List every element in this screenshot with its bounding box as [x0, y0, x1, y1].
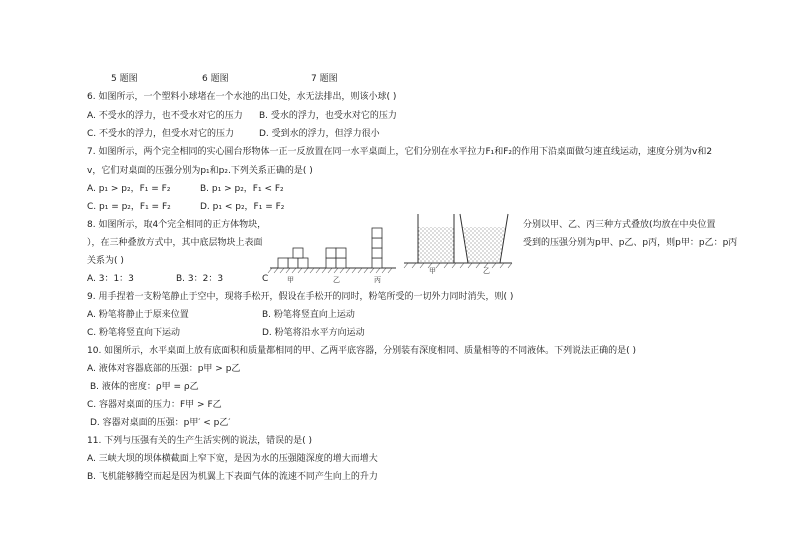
q11-stem: 11. 下列与压强有关的生产生活实例的说法，错误的是( )	[87, 436, 313, 446]
q6-stem: 6. 如图所示，一个塑料小球堵在一个水池的出口处，水无法排出，则该小球( )	[87, 92, 397, 102]
q6-option-c: C. 不受水的浮力，但受水对它的压力	[87, 129, 235, 139]
q10-option-a: A. 液体对容器底部的压强：p甲 > p乙	[87, 364, 241, 374]
q10-stem: 10. 如图所示，水平桌面上放有底面积和质量都相同的甲、乙两平底容器，分别装有深度相同、质量相等的不同液体。下列说法正确的是( )	[87, 346, 637, 356]
q7-option-d: D. p₁ < p₂，F₁ = F₂	[200, 202, 285, 212]
q7-option-b: B. p₁ > p₂，F₁ < F₂	[200, 184, 284, 194]
q8-stem-left: 8. 如图所示，取4个完全相同的正方体物块，	[87, 220, 267, 230]
q6-option-d: D. 受到水的浮力，但浮力很小	[259, 129, 380, 139]
q10-option-d: D. 容器对桌面的压强：p甲′ < p乙′	[90, 418, 231, 428]
q9-option-b: B. 粉笔将竖直向上运动	[262, 310, 355, 320]
q7-stem-line2: v，它们对桌面的压强分别为p₁和p₂.下列关系正确的是( )	[87, 166, 313, 176]
container-label-jia: 甲	[429, 267, 436, 275]
stacked-cubes-figure	[268, 222, 398, 282]
q9-stem: 9. 用手捏着一支粉笔静止于空中，现将手松开，假设在手松开的同时，粉笔所受的一切外力同时消失，则( )	[87, 292, 514, 302]
q8-stem-right: 分别以甲、乙、丙三种方式叠放(均放在中央位置	[523, 220, 716, 230]
cube-label-yi: 乙	[333, 276, 340, 284]
q8-option-a: A. 3：1：3	[87, 274, 134, 284]
q7-stem-line1: 7. 如图所示，两个完全相同的实心圆台形物体一正一反放置在同一水平桌面上，它们分别在水平拉力F₁和F₂的作用下沿桌面做匀速直线运动，速度分别为v和2	[87, 147, 713, 157]
caption-fig-5: 5 题图	[111, 74, 138, 84]
q6-option-a: A. 不受水的浮力，也不受水对它的压力	[87, 111, 243, 121]
q11-option-a: A. 三峡大坝的坝体横截面上窄下宽，是因为水的压强随深度的增大而增大	[87, 454, 378, 464]
q7-option-a: A. p₁ > p₂，F₁ = F₂	[87, 184, 171, 194]
q11-option-b: B. 飞机能够腾空而起是因为机翼上下表面气体的流速不同产生向上的升力	[87, 472, 378, 482]
q6-option-b: B. 受水的浮力，也受水对它的压力	[259, 111, 397, 121]
q8-option-c: C	[262, 274, 269, 284]
cube-label-bing: 丙	[374, 276, 381, 284]
containers-figure	[402, 210, 514, 272]
q8-line2-left: ），在三种叠放方式中，其中底层物块上表面	[87, 238, 263, 248]
q10-option-c: C. 容器对桌面的压力：F甲 > F乙	[87, 400, 222, 410]
q7-option-c: C. p₁ = p₂，F₁ = F₂	[87, 202, 171, 212]
q9-option-a: A. 粉笔将静止于原来位置	[87, 310, 189, 320]
caption-fig-6: 6 题图	[202, 74, 229, 84]
q8-line2-right: 受到的压强分别为p甲、p乙、p丙，则p甲：p乙：p丙	[523, 238, 738, 248]
q8-option-b: B. 3：2：3	[176, 274, 224, 284]
q9-option-d: D. 粉笔将沿水平方向运动	[262, 328, 365, 338]
container-label-yi: 乙	[483, 267, 490, 275]
q8-line3: 关系为( )	[87, 256, 124, 266]
q9-option-c: C. 粉笔将竖直向下运动	[87, 328, 181, 338]
caption-fig-7: 7 题图	[311, 74, 338, 84]
q10-option-b: B. 液体的密度：ρ甲 = ρ乙	[90, 382, 199, 392]
cube-label-jia: 甲	[287, 276, 294, 284]
